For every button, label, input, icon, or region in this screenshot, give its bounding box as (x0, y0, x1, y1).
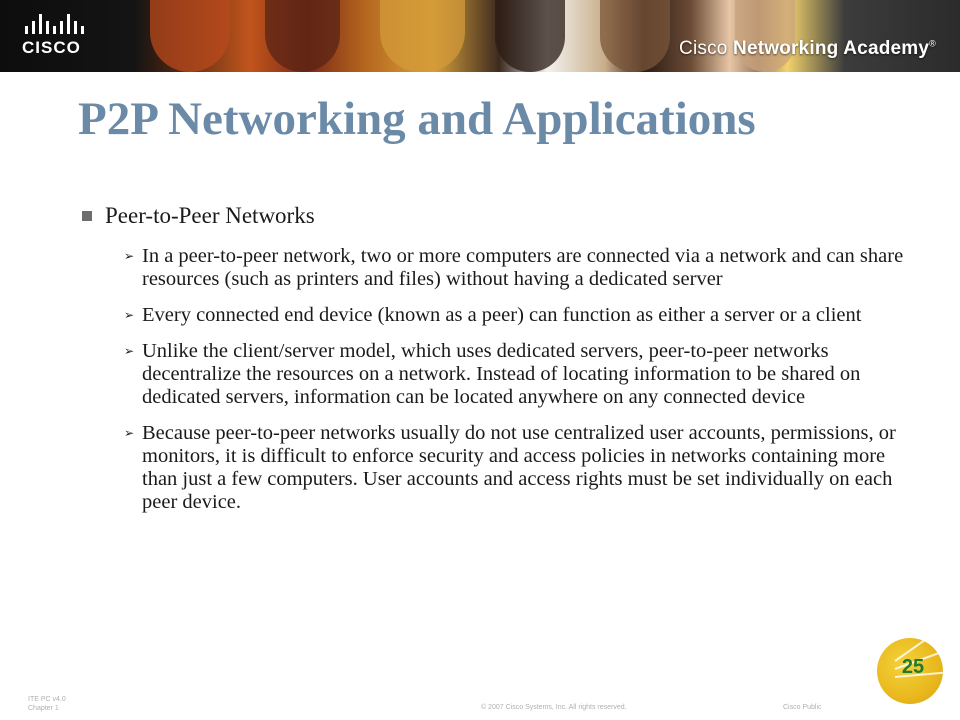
footer-course: ITE PC v4.0 (28, 696, 66, 703)
sub-bullet-item (124, 304, 904, 327)
banner-photo (380, 0, 465, 72)
footer-classification: Cisco Public (783, 704, 822, 711)
header-banner (0, 0, 960, 72)
sub-bullet-text: Because peer-to-peer networks usually do not use centralized user accounts, permissions, or monitors, it is difficult to enforce security and access policies in networks containing more than just a few computers. User accounts and access rights must be set individually on each peer device. (142, 422, 896, 513)
cisco-logo-text: CISCO (22, 38, 81, 57)
sub-bullet-list (124, 245, 904, 527)
banner-photo (265, 0, 340, 72)
arrow-bullet-icon: ➢ (124, 426, 135, 440)
academy-wordmark (679, 38, 936, 60)
sub-bullet-text: Unlike the client/server model, which uses dedicated servers, peer-to-peer networks decentralize the resources on a network. Instead of locating information to be shared on dedicated servers, information can be located anywhere on any connected device (142, 340, 861, 408)
page-number: 25 (901, 656, 925, 678)
sub-bullet-item (124, 422, 904, 514)
sub-bullet-item (124, 340, 904, 409)
arrow-bullet-icon: ➢ (124, 344, 135, 358)
banner-photo (495, 0, 565, 72)
arrow-bullet-icon: ➢ (124, 308, 135, 322)
footer-copyright: © 2007 Cisco Systems, Inc. All rights reserved. (481, 704, 627, 711)
bullet-item (82, 203, 902, 229)
cisco-bars-icon (25, 14, 92, 34)
bullet-text: Peer-to-Peer Networks (105, 203, 315, 228)
footer-chapter: Chapter 1 (28, 705, 59, 712)
slide-title: P2P Networking and Applications (78, 93, 756, 145)
footer-course-info (28, 695, 66, 713)
arrow-bullet-icon: ➢ (124, 249, 135, 263)
academy-mark: ® (929, 38, 936, 49)
academy-prefix: Cisco (679, 38, 728, 59)
banner-photo (600, 0, 670, 72)
square-bullet-icon (82, 211, 92, 221)
cisco-logo (22, 14, 92, 58)
academy-main: Networking Academy (733, 38, 930, 59)
banner-photo (150, 0, 230, 72)
sub-bullet-item (124, 245, 904, 291)
sub-bullet-text: In a peer-to-peer network, two or more computers are connected via a network and can share resources (such as printers and files) without having a dedicated server (142, 245, 904, 290)
sub-bullet-text: Every connected end device (known as a peer) can function as either a server or a client (142, 304, 862, 326)
banner-photo (735, 0, 795, 72)
